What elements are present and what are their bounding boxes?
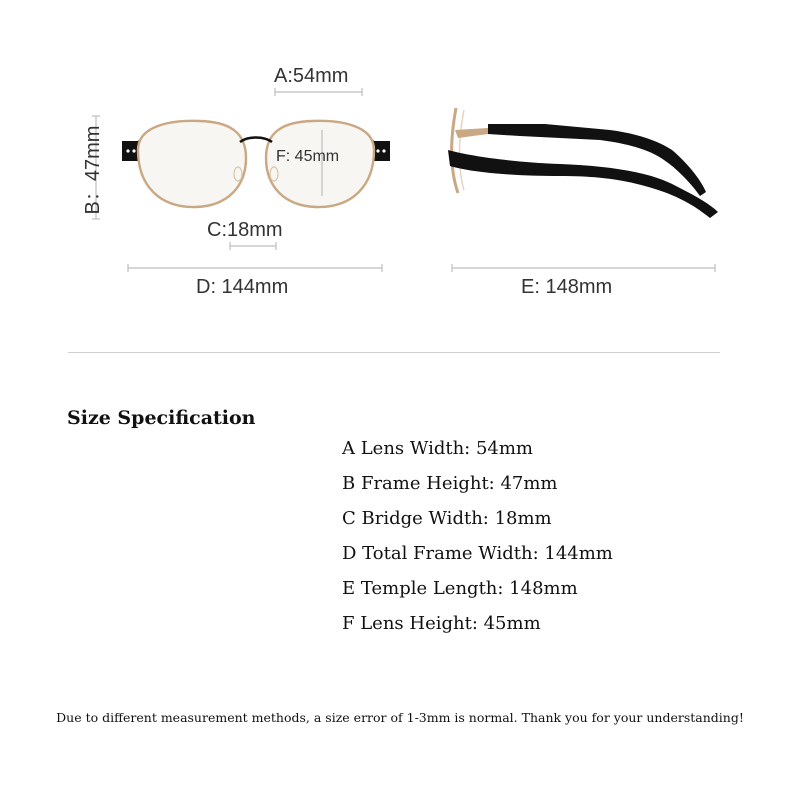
spec-item-lens-height: F Lens Height: 45mm: [342, 613, 541, 634]
spec-item-frame-height: B Frame Height: 47mm: [342, 473, 558, 494]
glasses-dimension-diagram: [0, 0, 800, 330]
spec-list: [342, 436, 613, 646]
total-width-label: D: 144mm: [196, 276, 289, 298]
frame-height-label: B：47mm: [82, 125, 104, 215]
front-view: [122, 121, 390, 207]
side-rim: [452, 108, 458, 193]
bridge-width-label: C:18mm: [207, 219, 283, 241]
spec-item-bridge-width: C Bridge Width: 18mm: [342, 508, 552, 529]
left-lens: [138, 121, 246, 207]
side-view: [448, 108, 718, 218]
disclaimer-note: Due to different measurement methods, a size error of 1-3mm is normal. Thank you for your understanding!: [56, 710, 744, 725]
section-divider: [68, 352, 720, 353]
spec-item-total-frame-width: D Total Frame Width: 144mm: [342, 543, 613, 564]
bridge: [240, 138, 272, 143]
glasses-illustration: [0, 0, 800, 330]
spec-item-temple-length: E Temple Length: 148mm: [342, 578, 578, 599]
temple-length-label: E: 148mm: [521, 276, 613, 298]
lens-width-label: A:54mm: [274, 65, 349, 87]
spec-item-lens-width: A Lens Width: 54mm: [342, 438, 533, 459]
lens-height-label: F: 45mm: [276, 148, 340, 165]
spec-title: Size Specification: [67, 407, 256, 429]
